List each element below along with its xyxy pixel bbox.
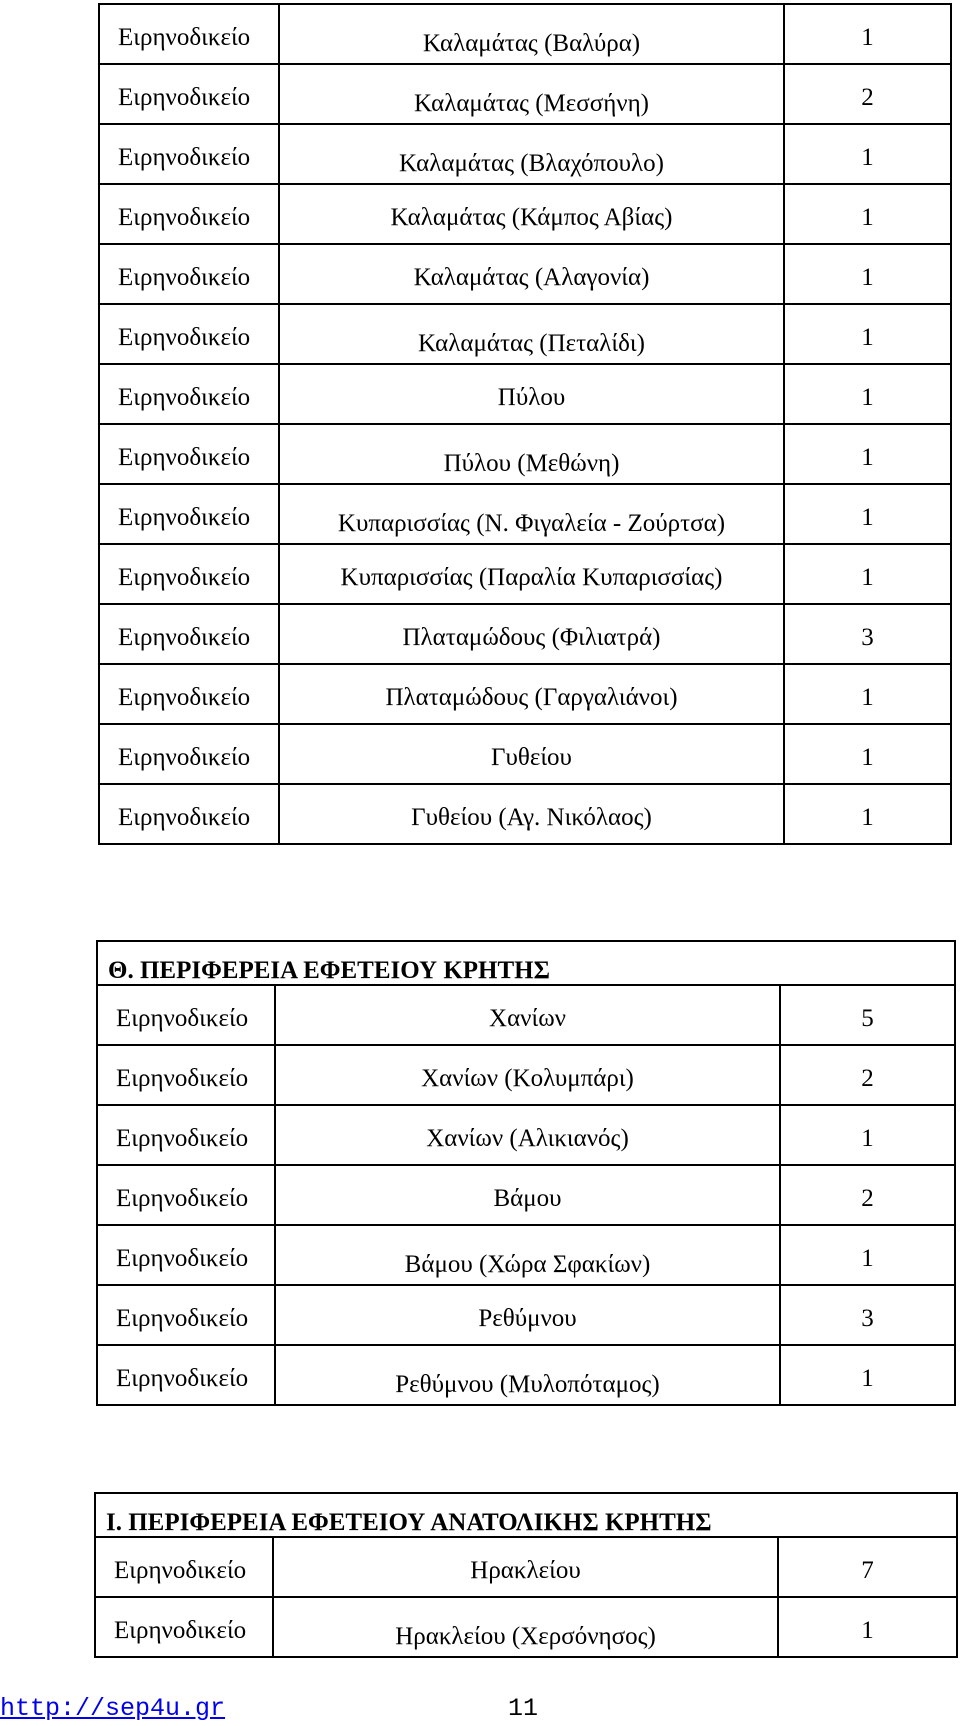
table-row [99,544,951,604]
table-row [99,484,951,544]
court-location-cell: Πύλου [279,364,784,424]
court-type-cell: Ειρηνοδικείο [99,64,279,124]
table-row [99,64,951,124]
court-location-cell: Καλαμάτας (Πεταλίδι) [279,304,784,364]
court-location-cell: Χανίων [275,985,780,1045]
table-row [97,1225,955,1285]
table-row [97,1285,955,1345]
court-type-cell: Ειρηνοδικείο [97,1105,275,1165]
court-location-cell: Καλαμάτας (Βαλύρα) [279,4,784,64]
court-count-cell: 1 [784,484,951,544]
court-count-cell: 1 [784,244,951,304]
table-row [97,985,955,1045]
court-count-cell: 1 [784,124,951,184]
table-row [99,184,951,244]
court-location-cell: Κυπαρισσίας (Παραλία Κυπαρισσίας) [279,544,784,604]
court-type-cell: Ειρηνοδικείο [99,304,279,364]
court-type-cell: Ειρηνοδικείο [97,985,275,1045]
table-row [99,424,951,484]
table-row [97,1045,955,1105]
table-row [99,664,951,724]
table-row [97,1105,955,1165]
court-location-cell: Καλαμάτας (Βλαχόπουλο) [279,124,784,184]
table-row [99,784,951,844]
court-location-cell: Χανίων (Αλικιανός) [275,1105,780,1165]
table-row [99,724,951,784]
court-count-cell: 3 [780,1285,955,1345]
court-type-cell: Ειρηνοδικείο [97,1285,275,1345]
court-count-cell: 1 [780,1225,955,1285]
court-count-cell: 1 [780,1105,955,1165]
court-count-cell: 1 [784,304,951,364]
court-count-cell: 1 [784,364,951,424]
court-count-cell: 2 [784,64,951,124]
court-type-cell: Ειρηνοδικείο [95,1597,273,1657]
court-type-cell: Ειρηνοδικείο [97,1225,275,1285]
courts-table-east-crete [94,1492,958,1658]
court-location-cell: Καλαμάτας (Μεσσήνη) [279,64,784,124]
court-location-cell: Πλαταμώδους (Φιλιατρά) [279,604,784,664]
court-location-cell: Ηρακλείου (Χερσόνησος) [273,1597,778,1657]
court-type-cell: Ειρηνοδικείο [99,364,279,424]
court-type-cell: Ειρηνοδικείο [99,664,279,724]
section-heading: Ι. ΠΕΡΙΦΕΡΕΙΑ ΕΦΕΤΕΙΟΥ ΑΝΑΤΟΛΙΚΗΣ ΚΡΗΤΗΣ [95,1493,957,1537]
table-row [99,244,951,304]
table-row [97,1345,955,1405]
court-location-cell: Γυθείου [279,724,784,784]
court-count-cell: 1 [784,784,951,844]
court-location-cell: Ηρακλείου [273,1537,778,1597]
section-heading-row [97,941,955,985]
court-count-cell: 1 [784,664,951,724]
court-location-cell: Πύλου (Μεθώνη) [279,424,784,484]
court-location-cell: Καλαμάτας (Αλαγονία) [279,244,784,304]
court-count-cell: 1 [784,724,951,784]
footer-site-link[interactable]: http://sep4u.gr [0,1694,226,1723]
section-heading: Θ. ΠΕΡΙΦΕΡΕΙΑ ΕΦΕΤΕΙΟΥ ΚΡΗΤΗΣ [97,941,955,985]
court-count-cell: 2 [780,1165,955,1225]
courts-table-messinia-laconia [98,3,952,845]
court-count-cell: 1 [784,544,951,604]
court-type-cell: Ειρηνοδικείο [97,1045,275,1105]
court-type-cell: Ειρηνοδικείο [99,124,279,184]
table-row [99,604,951,664]
court-count-cell: 3 [784,604,951,664]
court-location-cell: Καλαμάτας (Κάμπος Αβίας) [279,184,784,244]
court-count-cell: 1 [784,184,951,244]
court-type-cell: Ειρηνοδικείο [99,544,279,604]
court-count-cell: 1 [780,1345,955,1405]
court-location-cell: Ρεθύμνου (Μυλοπόταμος) [275,1345,780,1405]
court-type-cell: Ειρηνοδικείο [99,724,279,784]
court-count-cell: 2 [780,1045,955,1105]
court-count-cell: 1 [784,424,951,484]
court-type-cell: Ειρηνοδικείο [99,784,279,844]
court-location-cell: Βάμου [275,1165,780,1225]
court-type-cell: Ειρηνοδικείο [99,424,279,484]
table-row [99,364,951,424]
court-type-cell: Ειρηνοδικείο [99,484,279,544]
court-count-cell: 1 [778,1597,957,1657]
court-count-cell: 7 [778,1537,957,1597]
court-location-cell: Βάμου (Χώρα Σφακίων) [275,1225,780,1285]
table-row [99,304,951,364]
court-type-cell: Ειρηνοδικείο [95,1537,273,1597]
court-count-cell: 5 [780,985,955,1045]
page-number: 11 [508,1694,539,1723]
table-row [97,1165,955,1225]
court-type-cell: Ειρηνοδικείο [97,1165,275,1225]
courts-table-crete [96,940,956,1406]
court-type-cell: Ειρηνοδικείο [99,604,279,664]
table-row [95,1537,957,1597]
court-location-cell: Πλαταμώδους (Γαργαλιάνοι) [279,664,784,724]
court-location-cell: Ρεθύμνου [275,1285,780,1345]
court-location-cell: Κυπαρισσίας (Ν. Φιγαλεία - Ζούρτσα) [279,484,784,544]
court-type-cell: Ειρηνοδικείο [99,244,279,304]
court-type-cell: Ειρηνοδικείο [99,184,279,244]
section-heading-row [95,1493,957,1537]
table-row [99,4,951,64]
table-row [99,124,951,184]
court-count-cell: 1 [784,4,951,64]
court-location-cell: Γυθείου (Αγ. Νικόλαος) [279,784,784,844]
court-type-cell: Ειρηνοδικείο [99,4,279,64]
court-location-cell: Χανίων (Κολυμπάρι) [275,1045,780,1105]
court-type-cell: Ειρηνοδικείο [97,1345,275,1405]
table-row [95,1597,957,1657]
